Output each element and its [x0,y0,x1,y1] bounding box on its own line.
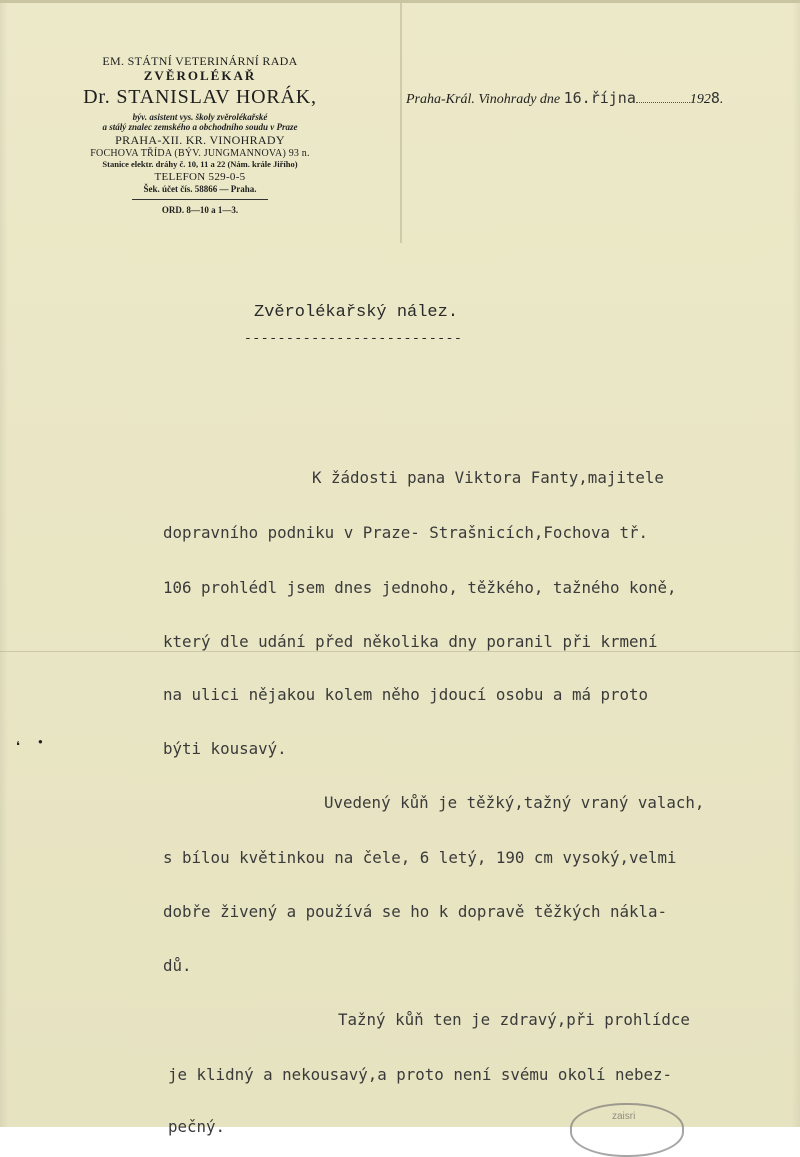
body-line: 106 prohlédl jsem dnes jednoho, těžkého, tažného koně, [163,578,677,597]
body-line: býti kousavý. [163,739,287,758]
body-line: dobře živený a používá se ho k dopravě těžkých nákla- [163,902,668,921]
document-title: Zvěrolékařský nález. [254,303,459,322]
body-line: K žádosti pana Viktora Fanty,majitele [312,468,664,487]
letterhead-street: FOCHOVA TŘÍDA (BÝV. JUNGMANNOVA) 93 n. [90,148,310,160]
body-line: dopravního podniku v Praze- Strašnicích,Fochova tř. [163,523,649,542]
dateline-place: Praha-Král. Vinohrady dne [406,92,561,107]
fold-crease-horizontal [0,651,800,652]
letterhead-office-hours: ORD. 8—10 a 1—3. [161,205,239,216]
letterhead-account: Šek. účet čís. 58866 — Praha. [143,184,257,195]
letterhead-tram: Stanice elektr. dráhy č. 10, 11 a 22 (Nám. krále Jiřího) [102,158,298,169]
ink-dot: ● [38,737,43,746]
dateline-dots [636,100,690,103]
body-line: s bílou květinkou na čele, 6 letý, 190 cm vysoký,velmi [163,848,677,867]
letterhead-title: EM. STÁTNÍ VETERINÁRNÍ RADA [102,54,298,68]
letterhead-phone: TELEFON 529-0-5 [154,171,246,184]
body-line: pečný. [168,1117,226,1136]
letterhead-former-position: býv. asistent vys. školy zvěrolékařské [132,111,268,122]
dateline-month: října [590,89,636,107]
official-stamp [570,1103,684,1157]
letterhead-expert: a stálý znalec zemského a obchodního soudu v Praze [102,122,298,133]
dateline-year-prefix: 192 [689,92,711,107]
dateline-year-digit: 8 [710,89,720,107]
body-line: který dle udání před několika dny poranil při krmení [163,632,658,651]
letterhead-divider [132,199,268,200]
letterhead-name: Dr. STANISLAV HORÁK, [83,85,317,108]
stamp-text: zaisri [612,1111,636,1122]
letterhead-city: PRAHA-XII. KR. VINOHRADY [115,133,285,148]
dateline-end: . [719,92,724,107]
letterhead [40,55,360,216]
fold-crease-vertical [400,3,402,243]
body-line: na ulici nějakou kolem něho jdoucí osobu a má proto [163,685,649,704]
title-underline: -------------------------- [244,331,463,346]
body-line: Tažný kůň ten je zdravý,při prohlídce [338,1010,690,1029]
dateline-day: 16. [563,89,591,107]
body-line: Uvedený kůň je těžký,tažný vraný valach, [324,793,705,812]
body-line: je klidný a nekousavý,a proto není svému okolí nebez- [168,1065,673,1084]
letterhead-profession: ZVĚROLÉKAŘ [143,67,257,83]
body-line: dů. [163,956,192,975]
ink-mark: ❛ [16,739,20,753]
dateline [406,89,723,108]
